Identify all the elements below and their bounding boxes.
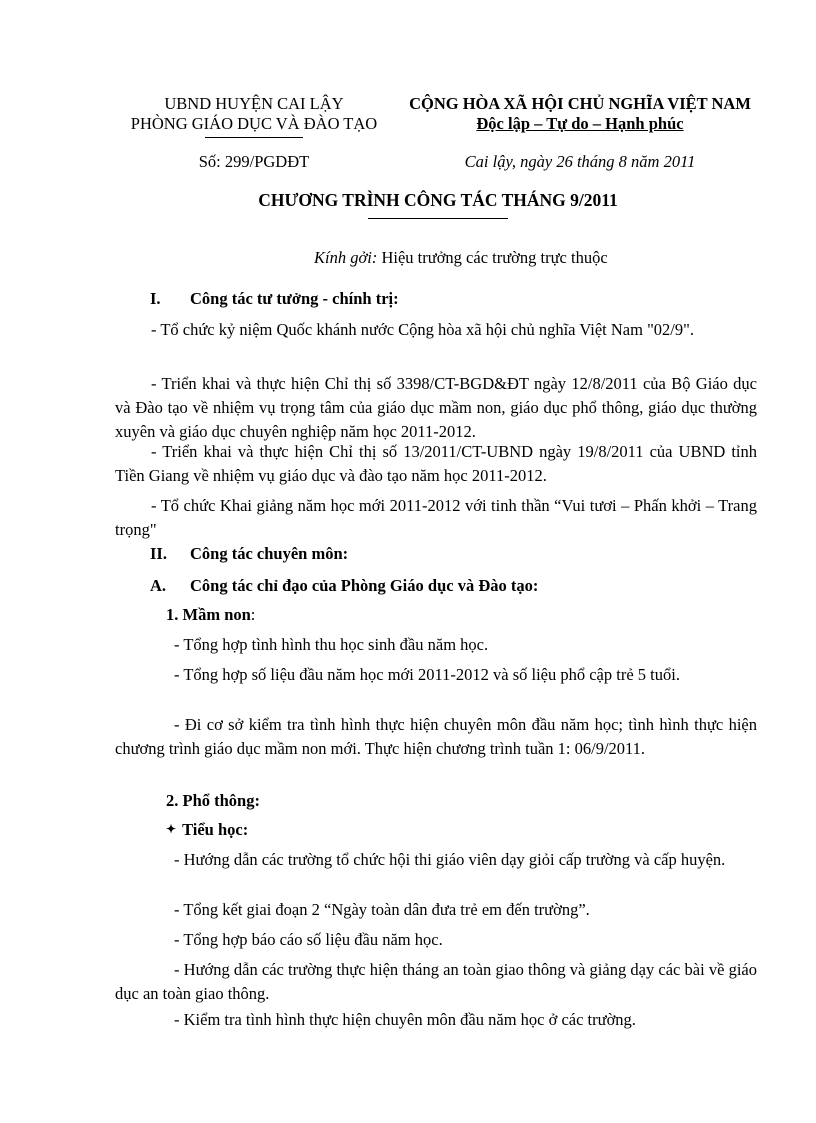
primary-task-1: - Hướng dẫn các trường tổ chức hội thi giáo viên dạy giỏi cấp trường và cấp huyện. xyxy=(174,850,726,869)
document-number: Số: 299/PGDĐT xyxy=(198,152,310,171)
issuer-block xyxy=(108,94,400,134)
document-date: Cai lậy, ngày 26 tháng 8 năm 2011 xyxy=(464,152,696,171)
item-2-number: 2. xyxy=(166,791,179,810)
item-1-title: Mầm non xyxy=(182,605,251,624)
national-heading xyxy=(400,94,760,134)
item-1-number: 1. xyxy=(166,605,179,624)
item-1-heading xyxy=(166,605,255,625)
subsection-a-title: Công tác chỉ đạo của Phòng Giáo dục và Đào tạo: xyxy=(190,576,539,595)
title-underline xyxy=(368,218,508,219)
section-1-item-4: - Tổ chức Khai giảng năm học mới 2011-2012 với tinh thần “Vui tươi – Phấn khởi – Trang trọng" xyxy=(115,496,757,539)
recipient-line xyxy=(314,248,608,268)
section-1-item-3: - Triển khai và thực hiện Chỉ thị số 13/2011/CT-UBND ngày 19/8/2011 của UBND tỉnh Tiền Giang về nhiệm vụ giáo dục và đào tạo năm học 2011-2012. xyxy=(115,442,757,485)
subsection-a-letter: A. xyxy=(150,576,167,595)
item-1-colon: : xyxy=(250,605,256,624)
issuer-department: PHÒNG GIÁO DỤC VÀ ĐÀO TẠO xyxy=(130,114,378,133)
preschool-task-1: - Tổng hợp tình hình thu học sinh đầu năm học. xyxy=(174,635,489,654)
section-1-number: I. xyxy=(150,289,161,308)
primary-task-2: - Tổng kết giai đoạn 2 “Ngày toàn dân đưa trẻ em đến trường”. xyxy=(174,900,590,919)
item-2-title: Phổ thông: xyxy=(182,791,260,810)
preschool-task-2: - Tổng hợp số liệu đầu năm học mới 2011-2012 và số liệu phổ cập trẻ 5 tuổi. xyxy=(174,665,680,684)
issuer-district: UBND HUYỆN CAI LẬY xyxy=(164,94,344,113)
issuer-underline xyxy=(205,137,303,138)
recipient-value: Hiệu trưởng các trường trực thuộc xyxy=(381,248,608,267)
section-1-item-2: - Triển khai và thực hiện Chỉ thị số 3398/CT-BGD&ĐT ngày 12/8/2011 của Bộ Giáo dục và Đào tạo về nhiệm vụ trọng tâm của giáo dục mầm non, giáo dục phổ thông, giáo dục thường xuyên và giáo dục chuyên nghiệp năm học 2011-2012. xyxy=(115,374,757,441)
primary-task-5: - Kiểm tra tình hình thực hiện chuyên môn đầu năm học ở các trường. xyxy=(174,1010,636,1029)
item-2-heading xyxy=(166,791,260,811)
section-1-item-1: - Tổ chức kỷ niệm Quốc khánh nước Cộng hòa xã hội chủ nghĩa Việt Nam "02/9". xyxy=(151,320,695,339)
national-name: CỘNG HÒA XÃ HỘI CHỦ NGHĨA VIỆT NAM xyxy=(409,94,751,113)
recipient-label: Kính gởi: xyxy=(314,248,378,267)
section-2-title: Công tác chuyên môn: xyxy=(190,544,349,563)
section-1-title: Công tác tư tưởng - chính trị: xyxy=(190,289,399,308)
star-bullet-icon: ✦ xyxy=(166,822,177,836)
preschool-task-3: - Đi cơ sở kiểm tra tình hình thực hiện chuyên môn đầu năm học; tình hình thực hiện chương trình giáo dục mầm non mới. Thực hiện chương trình tuần 1: 06/9/2011. xyxy=(115,715,757,758)
primary-heading xyxy=(166,820,248,840)
primary-task-4: - Hướng dẫn các trường thực hiện tháng an toàn giao thông và giảng dạy các bài về giáo dục an toàn giao thông. xyxy=(115,960,757,1003)
document-title: CHƯƠNG TRÌNH CÔNG TÁC THÁNG 9/2011 xyxy=(258,190,618,210)
national-motto: Độc lập – Tự do – Hạnh phúc xyxy=(476,114,684,133)
section-2-number: II. xyxy=(150,544,167,563)
primary-task-3: - Tổng hợp báo cáo số liệu đầu năm học. xyxy=(174,930,443,949)
primary-title: Tiểu học: xyxy=(182,820,249,839)
